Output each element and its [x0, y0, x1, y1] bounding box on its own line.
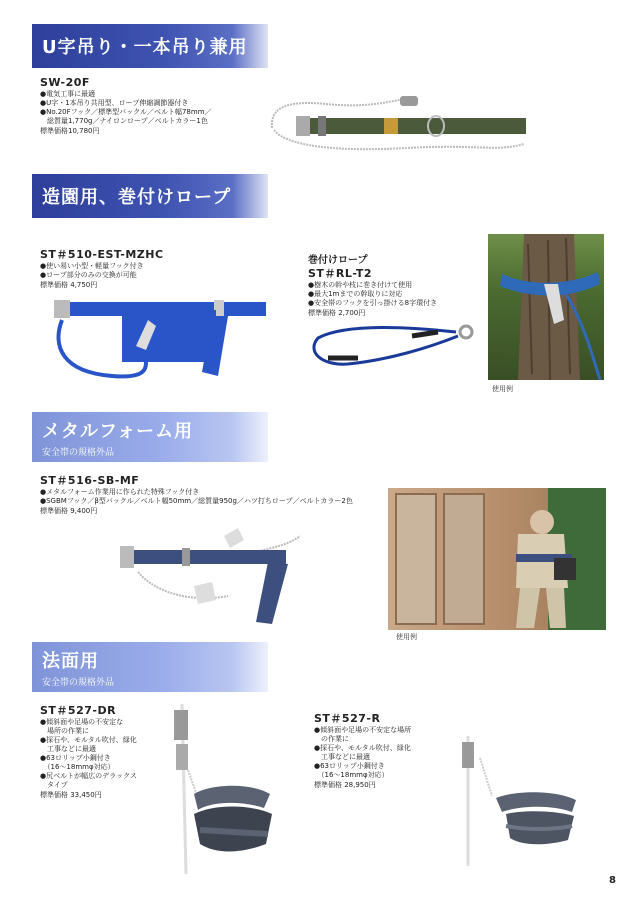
product-rl-t2: [308, 254, 488, 318]
product-name: 巻付けロープ: [308, 255, 368, 266]
tree-usage-photo: [488, 234, 604, 380]
product-st-510: [40, 248, 280, 290]
section-banner-metal-form: [32, 412, 268, 462]
tree-photo-caption: 使用例: [492, 385, 513, 393]
section-title: 法面用: [42, 650, 99, 672]
st-516-belt-image: [118, 526, 328, 626]
section-banner-u-hanging: [32, 24, 268, 68]
product-code: SW-20F: [40, 76, 90, 89]
product-code: ST＃527-R: [314, 712, 381, 725]
product-price: 標準価格 9,400円: [40, 507, 98, 515]
st-527-dr-harness-image: [160, 704, 280, 874]
product-sw-20f: [40, 76, 270, 136]
product-price: 標準価格 4,750円: [40, 281, 98, 289]
st-527-r-harness-image: [456, 736, 586, 866]
product-code: ST＃RL-T2: [308, 267, 373, 280]
product-features: ●樹木の幹や枝に巻き付けて使用 ●最大1mまでの幹取りに対応 ●安全帯のフックを引っ掛ける8字環付き: [308, 281, 438, 307]
product-features: ●メタルフォーム作業用に作られた特殊フック付き ●SGBMフック／β型バックル／ベルト幅50mm／総質量950g／ハツ打ちロープ／ベルトカラー2色: [40, 488, 353, 505]
product-price: 標準価格 33,450円: [40, 791, 102, 799]
product-code: ST＃510-EST-MZHC: [40, 248, 164, 261]
product-features: ●電気工事に最適 ●U字・1本吊り共用型、ロープ伸縮調節器付き ●No.20Fフック／標準型バックル／ベルト幅78mm／ 総質量1,770g／ナイロンロープ／ベルトカラー1色: [40, 90, 212, 125]
product-st-527-r: [314, 712, 464, 790]
product-st-516: [40, 474, 390, 516]
section-title: U字吊り・一本吊り兼用: [42, 37, 248, 58]
product-features: ●傾斜面や足場の不安定な場所 の作業に ●採石や、モルタル吹付、緑化 工事などに最適 ●63ロリップ小鋼付き （16～18mmφ対応）: [314, 726, 412, 779]
st-510-belt-image: [52, 296, 270, 382]
section-title: メタルフォーム用: [42, 420, 194, 442]
sw-20f-belt-image: [266, 94, 534, 158]
metal-form-usage-photo: [388, 488, 606, 630]
product-features: ●傾斜面や足場の不安定な 場所の作業に ●採石や、モルタル吹付、緑化 工事などに最適 ●63ロリップ小鋼付き （16～18mmφ対応） ●尻ベルトが幅広のデラックス タイプ: [40, 718, 137, 789]
section-subtitle: 安全帯の規格外品: [42, 447, 115, 458]
rl-t2-rope-image: [308, 318, 478, 370]
product-price: 標準価格10,780円: [40, 127, 100, 135]
product-st-527-dr: [40, 704, 170, 800]
product-code: ST＃527-DR: [40, 704, 117, 717]
section-subtitle: 安全帯の規格外品: [42, 677, 115, 688]
section-title: 造園用、巻付けロープ: [42, 187, 232, 208]
section-banner-landscaping: [32, 174, 268, 218]
product-price: 標準価格 28,950円: [314, 781, 376, 789]
metal-photo-caption: 使用例: [396, 633, 417, 641]
product-code: ST＃516-SB-MF: [40, 474, 140, 487]
product-features: ●使い易い小型・軽量フック付き ●ロープ部分のみの交換が可能: [40, 262, 144, 279]
product-price: 標準価格 2,700円: [308, 309, 366, 317]
section-banner-slope: [32, 642, 268, 692]
page-number: 8: [609, 875, 616, 886]
